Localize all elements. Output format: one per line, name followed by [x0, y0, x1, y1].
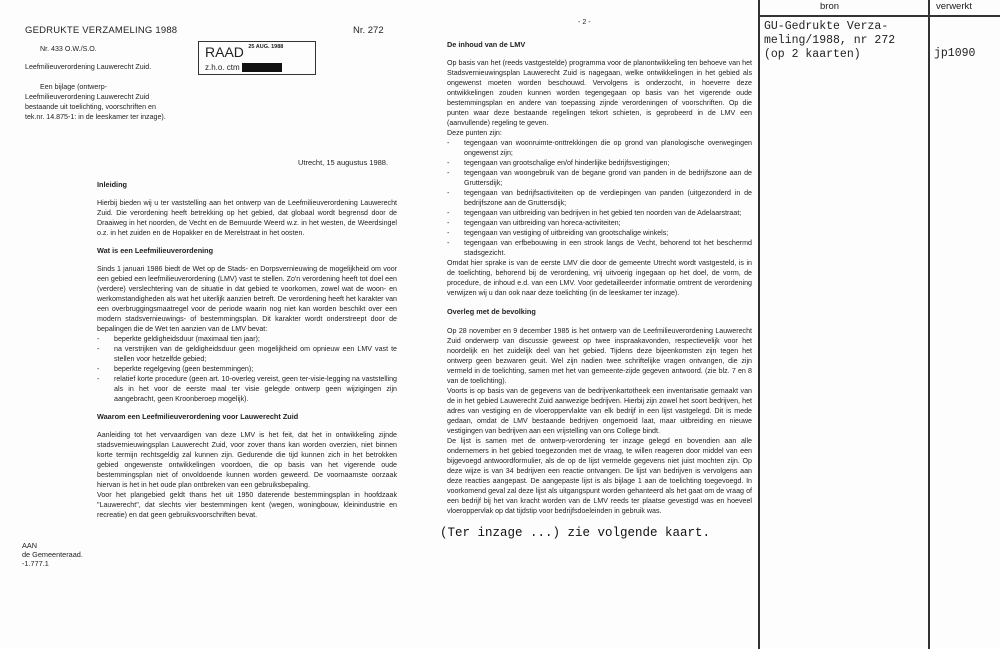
- addressee: [22, 541, 83, 568]
- paragraph-inhoud: Op basis van het (reeds vastgestelde) programma voor de planontwikkeling ten behoeve van het Stadsvernieuwingsplan Lauwerecht Zuid is nagegaan, welke ontwikkelingen in het gebied als ongewenst moeten worden beschouwd. Vervolgens is onderzocht, in hoeverre deze ontwikkelingen zouden kunnen worden tegengegaan op basis van het vigerende oude bestemmingsplan en andere van toepassing zijnde verordeningen of voorschriften. Op die punten waar deze bestaande regelingen tekort schieten, is geprobeerd in de LMV een (aanvullende) regeling te geven.: [447, 59, 752, 127]
- list-item: - tegengaan van grootschalige en/of hinderlijke bedrijfsvestigingen;: [447, 158, 752, 168]
- typed-note: (Ter inzage ...) zie volgende kaart.: [440, 526, 711, 540]
- list-item: - tegengaan van bedrijfsactiviteiten op de verdiepingen van panden (uitgezonderd in de bedrijfszone aan de Gruttersdijk;: [447, 188, 752, 208]
- lmv-provisions-list: [97, 334, 397, 404]
- heading-inleiding: Inleiding: [97, 180, 127, 189]
- stamp-title: RAAD: [205, 44, 244, 60]
- source-line: GU-Gedrukte Verza-: [764, 20, 889, 33]
- paragraph-overleg-1: Op 28 november en 9 december 1985 is het ontwerp van de Leefmilieuverordening Lauwerecht Zuid onderwerp van discussie geweest op twee inspraakavonden, respectievelijk voor het noordelijk en het zuidelijk deel van het gebied. Tijdens deze bijeenkomsten zijn tegen het ontwerp geen bezwaren geuit. Wel zijn nadien twee schriftelijke vragen ontvangen, die zijn vermeld in de toelichting, samen met het van gemeente-zijde gegeven antwoord. (zie blz. 7 en 8 van de toelichting).: [447, 327, 752, 385]
- card-header-bron: bron: [820, 1, 840, 12]
- list-item: - na verstrijken van de geldigheidsduur geen mogelijkheid om opnieuw een LMV vast te stellen voor hetzelfde gebied;: [97, 344, 397, 364]
- source-line: meling/1988, nr 272: [764, 34, 896, 47]
- list-item: - tegengaan van vestiging of uitbreiding van grootschalige winkels;: [447, 228, 752, 238]
- reference-number: Nr. 433 O.W./S.O.: [40, 45, 97, 53]
- paragraph-overleg-2: Voorts is op basis van de gegevens van de bedrijvenkartotheek een inventarisatie gemaakt van de in het gebied Lauwerecht Zuid aanwezige bedrijven. Hierbij zijn zowel het soort bedrijven, het adres van vestiging en de vloeroppervlakte van elk bedrijf in een lijst vastgelegd. Dit is mede gedaan, omdat de LMV bestaande bedrijven ongemoeid laat, maar uitbreiding en nieuwe vestigingen van bedrijven aan een vrijstelling van ons College bindt.: [447, 387, 752, 435]
- card-column-divider: [928, 0, 930, 649]
- paragraph-wat-is-lmv: Sinds 1 januari 1986 biedt de Wet op de Stads- en Dorpsvernieuwing de mogelijkheid om voor een gebied een leefmilieuverordening (LMV) vast te stellen. Zo'n verordening heeft tot doel een (verdere) verslechtering van de situatie in dat gebied te voorkomen, zowel wat de woon- en werkomstandigheden als wat het uiterlijk aanzien betreft. De verordening heeft het karakter van een overbruggingsmaatregel voor de periode waarin nog niet kan worden beschikt over een modern stadsvernieuwings- of bestemmingsplan. Dit karakter wordt onderstreept door de bepalingen die de Wet ten aanzien van de LMV bevat:: [97, 265, 397, 333]
- heading-inhoud: De inhoud van de LMV: [447, 40, 526, 49]
- letter-date: Utrecht, 15 augustus 1988.: [298, 158, 389, 167]
- addressee-line: -1.777.1: [22, 559, 49, 568]
- card-left-border: [758, 0, 760, 649]
- card-source: [764, 20, 895, 62]
- list-item: - tegengaan van erfbebouwing in een strook langs de Vecht, behorend tot het beschermd stadsgezicht.: [447, 238, 752, 258]
- list-item: - beperkte geldigheidsduur (maximaal tien jaar);: [97, 334, 397, 344]
- paragraph-inleiding: Hierbij bieden wij u ter vaststelling aan het ontwerp van de Leefmilieuverordening Lauwerecht Zuid. Die verordening heeft betrekking op het gebied, dat globaal wordt begrensd door de Draaiweg in het noorden, de Vecht en de Bemuurde Weerd w.z. in het westen, de Weerdsingel o.z. in het zuiden en de Hopakker en de Merelstraat in het oosten.: [97, 199, 397, 237]
- paragraph-overleg-3: De lijst is samen met de ontwerp-verordening ter inzage gelegd en bovendien aan alle ondernemers in het gebied toegezonden met de vraag, te willen reageren door middel van een bijgevoegd antwoordformulier, als de op de lijst vermelde gegevens niet juist mochten zijn. Op deze wijze is van 34 bedrijven een reactie ontvangen. De lijst van bedrijven is vervolgens aan deze reacties aangepast. De aangepaste lijst is als bijlage 1 aan de toelichting toegevoegd. In voorkomend geval zal deze lijst als uitgangspunt worden gehanteerd als het gaat om de vraag of een bedrijf bij het van kracht worden van de LMV reeds ter plaatse gevestigd was en hoeveel vloeroppervlak op dat tijdstip voor bedrijfsdoeleinden in gebruik was.: [447, 437, 752, 515]
- stamp-date: 25 AUG. 1988: [248, 44, 284, 50]
- list-item: - tegengaan van uitbreiding van bedrijven in het gebied ten noorden van de Adelaarstraat;: [447, 208, 752, 218]
- paragraph-toelichting: Omdat hier sprake is van de eerste LMV die door de gemeente Utrecht wordt vastgesteld, is in de toelichting, behorend bij de verordening, vrij uitvoerig ingegaan op het doel, de vorm, de procedure, de inhoud e.d. van een LMV. Voor gedetailleerder informatie omtrent de verordening verwijzen wij u dan ook naar deze toelichting (in de leeskamer ter inzage).: [447, 259, 752, 297]
- heading-waarom: Waarom een Leefmilieuverordening voor Lauwerecht Zuid: [97, 412, 299, 421]
- list-item: - beperkte regelgeving (geen bestemmingen);: [97, 364, 397, 374]
- paragraph-waarom-2: Voor het plangebied geldt thans het uit 1950 daterende bestemmingsplan in hoofdzaak "Lauwerecht", dat slechts vier bestemmingen kent (wegen, woningbouw, kleinindustrie en recreatie) en dat geen gebruiksvoorschriften bevat.: [97, 491, 397, 519]
- collection-number: Nr. 272: [353, 25, 384, 36]
- card-header-verwerkt: verwerkt: [936, 1, 972, 12]
- card-header-rule: [758, 15, 1000, 17]
- list-item: - relatief korte procedure (geen art. 10-overleg vereist, geen ter-visie-legging na vaststelling als in het voor de eerste maal ter visie gelegde ontwerp geen wijzigingen zijn aangebracht, geen Kroonberoep mogelijk).: [97, 374, 397, 404]
- paragraph-waarom-1: Aanleiding tot het vervaardigen van deze LMV is het feit, dat het in ontwikkeling zijnde stadsvernieuwingsplan Lauwerecht Zuid, voor zover thans kan worden overzien, niet binnen korte termijn rechtsgeldig zal kunnen zijn. Gedurende die tijd kunnen zich in het betrokken gebied ongewenste ontwikkelingen voordoen, die op basis van het vigerende oude bestemmingsplan niet of onvoldoende kunnen worden geweerd. De voornaamste oorzaak hiervan is het in het oude plan ontbreken van een gebruiksbepaling.: [97, 431, 397, 489]
- list-item: - tegengaan van uitbreiding van horeca-activiteiten;: [447, 218, 752, 228]
- list-item: - tegengaan van woonruimte-onttrekkingen die op grond van planologische overwegingen ongewenst zijn;: [447, 138, 752, 158]
- addressee-line: AAN: [22, 541, 38, 550]
- list-intro: Deze punten zijn:: [447, 129, 502, 137]
- points-list: [447, 138, 752, 258]
- collection-title: GEDRUKTE VERZAMELING 1988: [25, 25, 178, 36]
- card-processed-code: jp1090: [934, 47, 976, 60]
- attachment-note: Een bijlage (ontwerp-Leefmilieuverordening Lauwerecht Zuid bestaande uit toelichting, voorschriften en tek.nr. 14.875-1: in de leeskamer ter inzage).: [25, 83, 166, 121]
- page-number: - 2 -: [578, 18, 591, 26]
- left-body: [97, 180, 397, 520]
- source-line: (op 2 kaarten): [764, 48, 861, 61]
- stamp-line: z.h.o. ctm: [205, 63, 240, 72]
- council-stamp: [198, 41, 316, 75]
- heading-overleg: Overleg met de bevolking: [447, 307, 536, 316]
- addressee-line: de Gemeenteraad.: [22, 550, 83, 559]
- heading-wat-is-lmv: Wat is een Leefmilieuverordening: [97, 246, 214, 255]
- redaction-mark: [242, 63, 282, 72]
- list-item: - tegengaan van woongebruik van de begane grond van panden in de bedrijfszone aan de Gruttersdijk;: [447, 168, 752, 188]
- subject: Leefmilieuverordening Lauwerecht Zuid.: [25, 63, 152, 71]
- right-body: [447, 40, 752, 516]
